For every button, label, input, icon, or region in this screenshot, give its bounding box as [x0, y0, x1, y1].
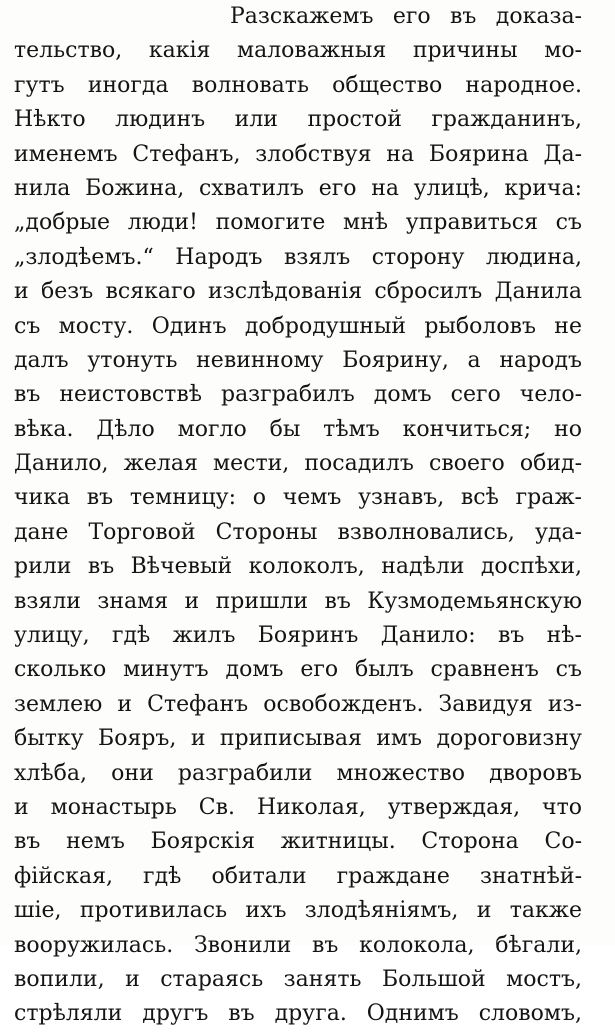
text-line: чика въ темницу: о чемъ узнавъ, всѣ граж-	[14, 485, 582, 511]
text-line: въ немъ Боярскія житницы. Сторона Со-	[14, 829, 582, 855]
text-line: „добрые люди! помогите мнѣ управиться съ	[14, 210, 582, 236]
body-text	[14, 0, 582, 1032]
text-line: тельство, какія маловажныя причины мо-	[14, 38, 582, 64]
text-line: бытку Бояръ, и приписывая имъ дороговизну	[14, 726, 582, 752]
text-line: Нѣкто людинъ или простой гражданинъ,	[14, 107, 582, 133]
text-line: именемъ Стефанъ, злобствуя на Боярина Да-	[14, 141, 582, 167]
text-line: съ мосту. Одинъ добродушный рыболовъ не	[14, 313, 582, 339]
text-line: дане Торговой Стороны взволновались, уда-	[14, 519, 582, 545]
text-line: вооружилась. Звонили въ колокола, бѣгали,	[14, 932, 582, 958]
text-line: взяли знамя и пришли въ Кузмодемьянскую	[14, 588, 582, 614]
text-line: далъ утонуть невинному Боярину, а народъ	[14, 347, 582, 373]
text-line: Разскажемъ его въ доказа-	[230, 4, 582, 29]
text-line: сколько минутъ домъ его былъ сравненъ съ	[14, 657, 582, 683]
text-line: шіе, противилась ихъ злодѣяніямъ, и также	[14, 898, 582, 924]
text-line: улицу, гдѣ жилъ Бояринъ Данило: въ нѣ-	[14, 623, 582, 649]
text-line: стрѣляли другъ въ друга. Однимъ словомъ,	[14, 1001, 582, 1027]
text-line: въ неистовствѣ разграбилъ домъ сего чело-	[14, 382, 582, 408]
text-line: гутъ иногда волновать общество народное.	[14, 72, 582, 98]
text-line: Данило, желая мести, посадилъ своего обид-	[14, 451, 582, 477]
text-line: и безъ всякаго изслѣдованія сбросилъ Данила	[14, 279, 582, 305]
text-line: вопили, и стараясь занять Большой мостъ,	[14, 966, 582, 992]
text-line: нила Божина, схватилъ его на улицѣ, крича:	[14, 175, 582, 201]
text-line: и монастырь Св. Николая, утверждая, что	[14, 794, 582, 820]
text-line: фійская, гдѣ обитали граждане знатнѣй-	[14, 863, 582, 889]
text-line: рили въ Вѣчевый колоколъ, надѣли доспѣхи,	[14, 554, 582, 580]
text-line: хлѣба, они разграбили множество дворовъ	[14, 760, 582, 786]
text-line: землею и Стефанъ освобожденъ. Завидуя из-	[14, 691, 582, 717]
text-line: „злодѣемъ.“ Народъ взялъ сторону людина,	[14, 244, 582, 270]
text-line: вѣка. Дѣло могло бы тѣмъ кончиться; но	[14, 416, 582, 442]
